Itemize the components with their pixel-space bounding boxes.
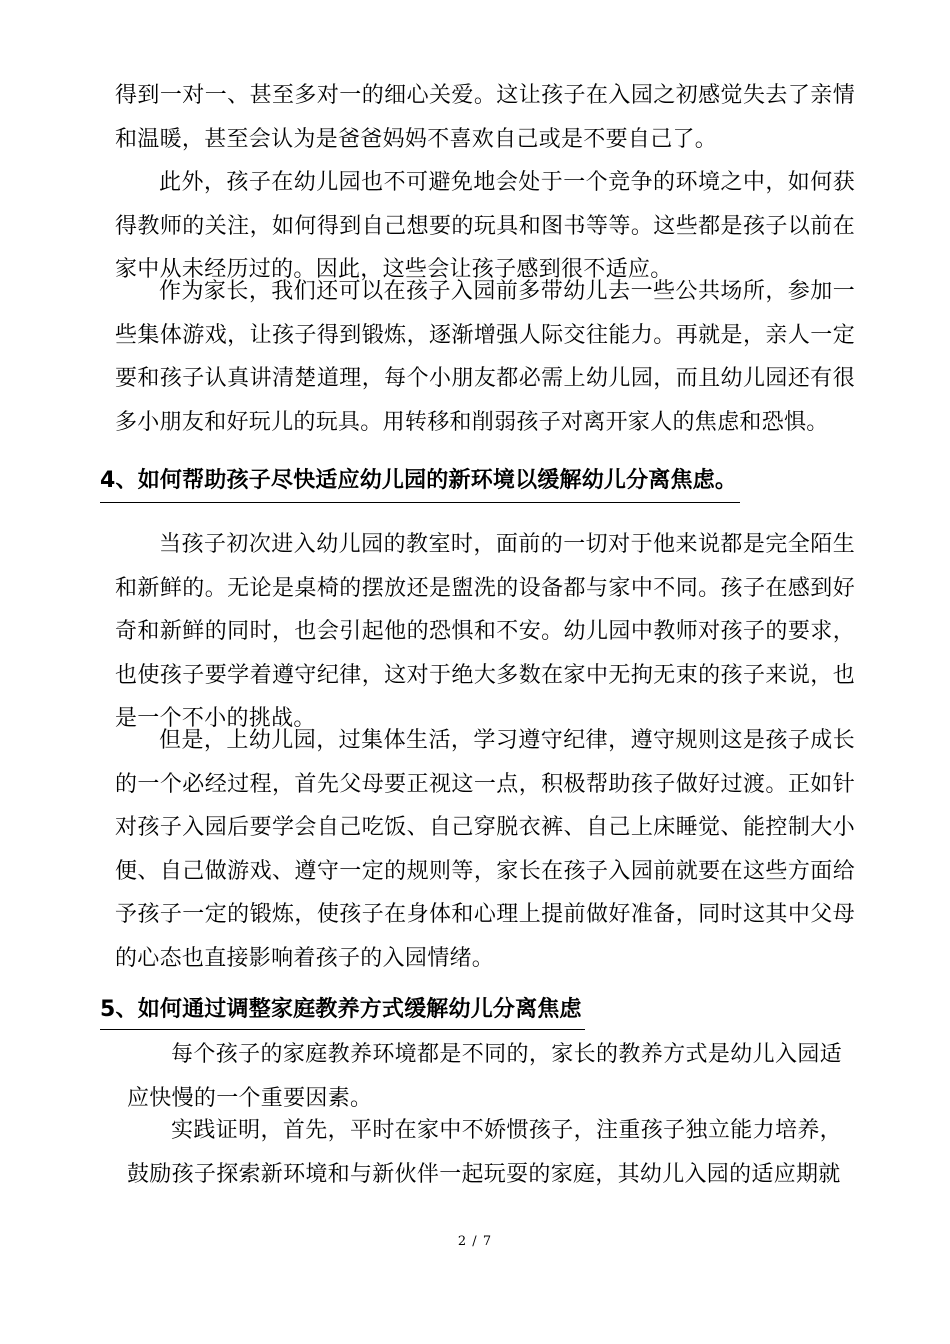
section-4-paragraph-1: 当孩子初次进入幼儿园的教室时，面前的一切对于他来说都是完全陌生和新鲜的。无论是桌椅的摆放还是盥洗的设备都与家中不同。孩子在感到好奇和新鲜的同时，也会引起他的恐惧和不安。幼儿园中教师对孩子的要求，也使孩子要学着遵守纪律，这对于绝大多数在家中无拘无束的孩子来说，也是一个不小的挑战。 <box>115 532 855 731</box>
section-5-heading: 5、如何通过调整家庭教养方式缓解幼儿分离焦虑 <box>100 997 582 1022</box>
paragraph-competition: 此外，孩子在幼儿园也不可避免地会处于一个竞争的环境之中，如何获得教师的关注，如何得到自己想要的玩具和图书等等。这些都是孩子以前在家中从未经历过的。因此，这些会让孩子感到很不适应。 <box>115 170 855 282</box>
section-4-heading: 4、如何帮助孩子尽快适应幼儿园的新环境以缓解幼儿分离焦虑。 <box>100 468 738 493</box>
section-4-underline <box>100 502 740 503</box>
paragraph-parent-advice: 作为家长，我们还可以在孩子入园前多带幼儿去一些公共场所，参加一些集体游戏，让孩子得到锻炼，逐渐增强人际交往能力。再就是，亲人一定要和孩子认真讲清楚道理，每个小朋友都必需上幼儿园，而且幼儿园还有很多小朋友和好玩儿的玩具。用转移和削弱孩子对离开家人的焦虑和恐惧。 <box>115 279 855 435</box>
section-4-paragraph-2: 但是，上幼儿园，过集体生活，学习遵守纪律，遵守规则这是孩子成长的一个必经过程，首先父母要正视这一点，积极帮助孩子做好过渡。正如针对孩子入园后要学会自己吃饭、自己穿脱衣裤、自己上床睡觉、能控制大小便、自己做游戏、遵守一定的规则等，家长在孩子入园前就要在这些方面给予孩子一定的锻炼，使孩子在身体和心理上提前做好准备，同时这其中父母的心态也直接影响着孩子的入园情绪。 <box>115 728 855 971</box>
section-5-underline <box>100 1029 585 1030</box>
section-5-paragraph-1: 每个孩子的家庭教养环境都是不同的，家长的教养方式是幼儿入园适应快慢的一个重要因素。 <box>127 1042 842 1111</box>
page-number: 2 / 7 <box>457 1234 493 1249</box>
section-5-paragraph-2: 实践证明，首先，平时在家中不娇惯孩子，注重孩子独立能力培养，鼓励孩子探索新环境和与新伙伴一起玩耍的家庭，其幼儿入园的适应期就 <box>127 1118 842 1187</box>
paragraph-continuation: 得到一对一、甚至多对一的细心关爱。这让孩子在入园之初感觉失去了亲情和温暖，甚至会认为是爸爸妈妈不喜欢自己或是不要自己了。 <box>115 83 855 152</box>
